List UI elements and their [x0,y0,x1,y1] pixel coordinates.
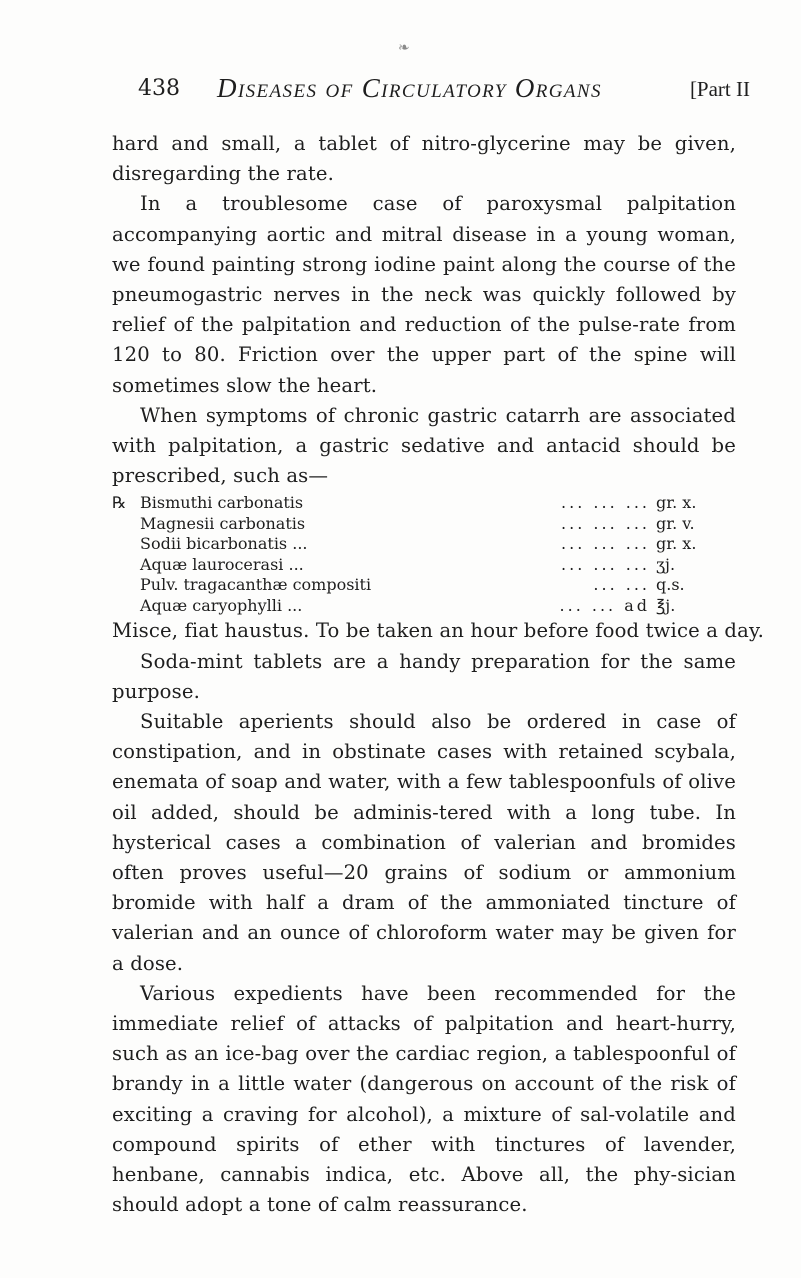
dot-leader: ... ... ... [561,554,650,574]
ingredient-name: Bismuthi carbonatis [140,493,304,513]
ingredient-name: Aquæ laurocerasi ... [140,554,304,574]
prescription-row [112,596,736,617]
ingredient-dose: q.s. [656,575,685,595]
page-number: 438 [138,76,180,101]
recipe-symbol: ℞ [112,493,127,513]
ingredient-dose: ℥j. [656,595,676,615]
ingredient-name: Aquæ caryophylli ... [140,595,303,615]
prescription-row [112,514,736,535]
dot-leader: ... ... ... [561,513,650,533]
paragraph: In a troublesome case of paroxysmal palpitation accompanying aortic and mitral disease in a young woman, we found painting strong iodine paint along the course of the pneumogastric nerves in the neck was quickly followed by relief of the palpitation and reduction of the pulse-rate from 120 to 80. Friction over the upper part of the spine will sometimes slow the heart. [112,192,736,397]
paragraph: When symptoms of chronic gastric catarrh are associated with palpitation, a gastric sedative and antacid should be prescribed, such as— [112,403,736,488]
ingredient-name: Pulv. tragacanthæ compositi [140,575,372,595]
paragraph: hard and small, a tablet of nitro-glycerine may be given, disregarding the rate. [112,132,736,186]
paragraph: Soda-mint tablets are a handy preparation for the same purpose. [112,649,736,703]
ingredient-dose: gr. v. [656,513,695,533]
ingredient-name: Magnesii carbonatis [140,513,306,533]
paragraph: Various expedients have been recommended for the immediate relief of attacks of palpitation and heart-hurry, such as an ice-bag over the cardiac region, a tablespoonful of brandy in a little water (dangerous on account of the risk of exciting a craving for alcohol), a mixture of sal-volatile and compound spirits of ether with tinctures of lavender, henbane, cannabis indica, etc. Above all, the phy-sician should adopt a tone of calm reassurance. [112,981,736,1217]
dot-leader: ... ... ... [561,534,650,554]
body-text [112,129,764,1221]
dot-leader: ... ... ... [561,493,650,513]
stray-mark: ❧ [398,40,410,56]
ingredient-dose: gr. x. [656,493,697,513]
dot-leader: ... ... [593,575,650,595]
part-label: [Part II [689,77,750,101]
dot-leader: ... ... ad [559,595,650,615]
paragraph: Suitable aperients should also be ordered in case of constipation, and in obstinate cases with retained scybala, enemata of soap and water, with a few tablespoonfuls of olive oil added, should be adminis-tered with a long tube. In hysterical cases a combination of valerian and bromides often proves useful—20 grains of sodium or ammonium bromide with half a dram of the ammoniated tincture of valerian and an ounce of chloroform water may be given for a dose. [112,710,736,975]
running-title: Diseases of Circulatory Organs [217,73,602,103]
prescription-row [112,575,736,596]
prescription-row [112,555,736,576]
prescription-row [112,493,736,514]
prescription-row [112,534,736,555]
ingredient-name: Sodii bicarbonatis ... [140,534,308,554]
ingredient-dose: ʒj. [656,554,676,574]
page-header [138,73,750,112]
prescription-directions: Misce, fiat haustus. To be taken an hour before food twice a day. [112,619,764,643]
prescription [112,493,764,646]
ingredient-dose: gr. x. [656,534,697,554]
